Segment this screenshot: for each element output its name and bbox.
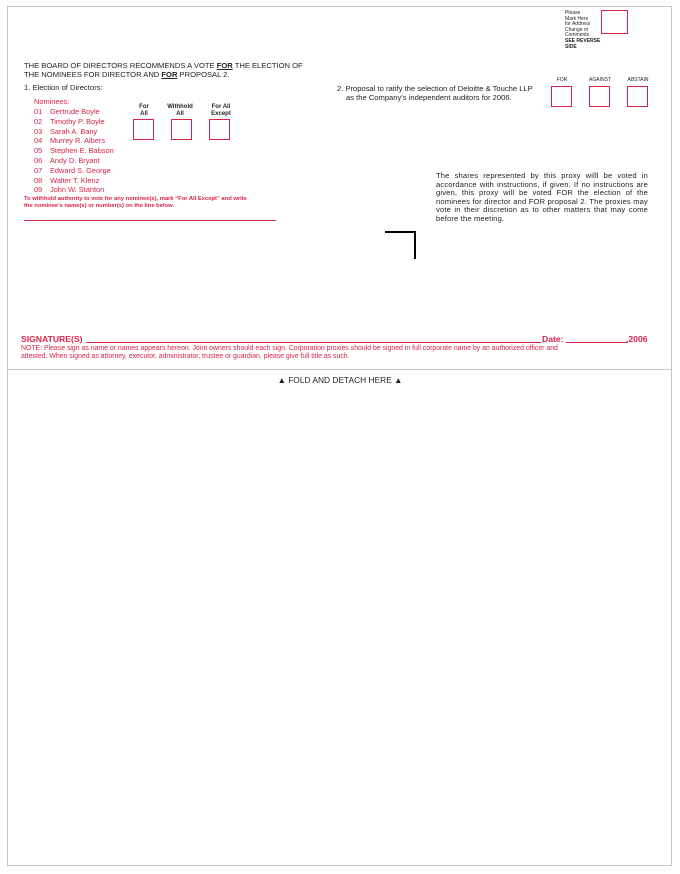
nominee-write-in-line[interactable]	[24, 220, 276, 221]
item2-against-label: AGAINST	[589, 77, 611, 83]
nominee-number: 03	[34, 126, 43, 136]
item2-line: as the Company's independent auditors for 2006.	[346, 92, 512, 102]
address-change-checkbox[interactable]	[601, 10, 628, 34]
nominee-number: 05	[34, 146, 43, 156]
up-arrow-icon: ▲	[394, 375, 403, 385]
item2-abstain-checkbox[interactable]	[627, 86, 648, 107]
signature-line[interactable]	[86, 342, 541, 343]
option-label-line: For All	[211, 104, 231, 110]
nominee-row	[34, 136, 114, 146]
nominee-list	[34, 107, 114, 195]
board-text: THE NOMINEES FOR DIRECTOR AND	[24, 69, 162, 79]
for-all-except-checkbox[interactable]	[209, 119, 230, 140]
item2-proposal	[337, 85, 557, 102]
nominee-number: 02	[34, 116, 43, 126]
item1-title: 1. Election of Directors:	[24, 83, 103, 92]
item2-for-checkbox[interactable]	[551, 86, 572, 107]
signature-note	[21, 345, 661, 361]
nominee-row	[34, 166, 114, 176]
withhold-all-checkbox[interactable]	[171, 119, 192, 140]
nominee-number: 09	[34, 185, 43, 195]
withhold-instruction-line: To withhold authority to vote for any nominee(s), mark “For All Except” and write	[24, 196, 247, 202]
fold-line	[8, 369, 671, 370]
nominee-row	[34, 107, 114, 117]
withhold-instructions	[24, 196, 284, 210]
nominee-name: Sarah A. Bany	[50, 126, 98, 136]
withhold-all-label	[164, 104, 196, 117]
nominee-row	[34, 146, 114, 156]
for-all-checkbox[interactable]	[133, 119, 154, 140]
nominee-name: John W. Stanton	[50, 185, 105, 195]
nominee-number: 01	[34, 107, 43, 116]
nominee-name: Murrey R. Albers	[50, 136, 106, 146]
year-label: ,2006	[626, 334, 648, 344]
item2-line: 2. Proposal to ratify the selection of Deloitte & Touche LLP	[337, 84, 533, 93]
nominee-row	[34, 127, 114, 137]
nominee-row	[34, 117, 114, 127]
option-label-line: All	[140, 110, 148, 117]
nominee-number: 04	[34, 136, 43, 146]
address-change-line: Mark Here	[565, 15, 589, 22]
date-line[interactable]	[566, 342, 627, 343]
nominee-number: 06	[34, 155, 43, 165]
item2-abstain-label: ABSTAIN	[627, 77, 649, 83]
see-reverse-side-label: SEE REVERSE SIDE	[565, 37, 601, 50]
fold-and-detach-label	[0, 375, 680, 385]
address-change-line: Change or	[565, 26, 589, 33]
board-for-emphasis: FOR	[161, 69, 178, 79]
nominee-name: Stephen E. Babson	[50, 146, 114, 156]
item2-against-checkbox[interactable]	[589, 86, 610, 107]
registration-mark	[385, 231, 416, 259]
nominee-name: Gertrude Boyle	[50, 107, 100, 116]
option-label-line: Withhold	[167, 104, 193, 110]
nominee-name: Timothy P. Boyle	[50, 116, 105, 126]
up-arrow-icon: ▲	[277, 375, 286, 385]
board-text: THE BOARD OF DIRECTORS RECOMMENDS A VOTE	[24, 61, 217, 70]
item2-for-label: FOR	[556, 77, 568, 83]
nominees-label: Nominees:	[34, 97, 70, 106]
nominee-row	[34, 185, 114, 195]
nominee-name: Andy D. Bryant	[50, 155, 100, 165]
address-change-line: Comments	[565, 32, 590, 39]
nominee-number: 08	[34, 175, 43, 185]
board-for-emphasis: FOR	[216, 61, 233, 70]
nominee-name: Walter T. Klenz	[50, 175, 100, 185]
option-label-line: All	[176, 110, 184, 117]
date-label: Date:	[542, 334, 564, 344]
board-text: PROPOSAL 2.	[177, 69, 230, 79]
option-label-line: Except	[211, 110, 231, 117]
for-all-label	[133, 104, 155, 117]
board-recommendation	[24, 62, 324, 79]
for-all-except-label	[205, 104, 237, 117]
signature-label: SIGNATURE(S)	[21, 334, 83, 344]
signature-note-line: attested. When signed as attorney, executor, administrator, trustee or guardian, please give full title as such.	[21, 353, 350, 361]
nominee-row	[34, 176, 114, 186]
board-text: THE ELECTION OF	[232, 61, 303, 70]
nominee-row	[34, 156, 114, 166]
address-change-line: for Address	[565, 21, 591, 28]
address-change-line: Please	[565, 10, 581, 16]
nominee-name: Edward S. George	[50, 165, 111, 175]
withhold-instruction-line: the nominee's name(s) or number(s) on the line below.	[24, 202, 174, 209]
signature-note-line: NOTE: Please sign as name or names appears hereon. Joint owners should each sign. Corporation proxies should be signed in full corporate name by an authorized officer and	[21, 345, 558, 352]
fold-label-text: FOLD AND DETACH HERE	[288, 375, 392, 385]
option-label-line: For	[139, 104, 149, 110]
nominee-number: 07	[34, 165, 43, 175]
proxy-statement: The shares represented by this proxy willl be voted in accordance with instructions, if given. If no instructions are given, this proxy will be voted FOR the election of the nominees for director and FOR proposal 2. The proxies may vote in their discretion as to other matters that may come before the meeting.	[436, 171, 648, 223]
